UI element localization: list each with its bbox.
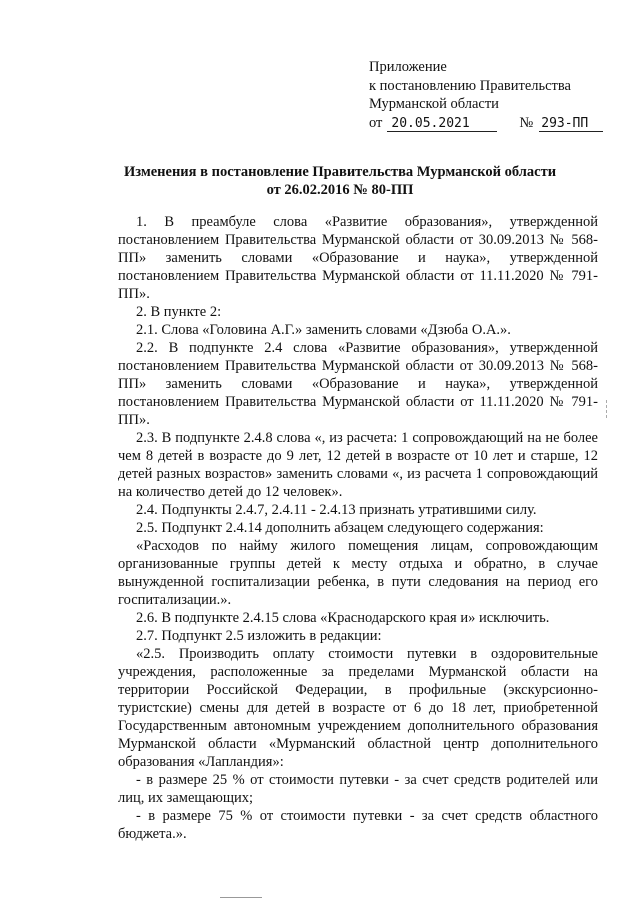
document-title [60,163,620,199]
paragraph: 2. В пункте 2: [136,304,222,320]
paragraph: 2.5. Подпункт 2.4.14 дополнить абзацем следующего содержания: [136,520,544,536]
number-sign: № [519,114,534,131]
paragraph: «Расходов по найму жилого помещения лицам, сопровождающим организованные группы детей к месту отдыха и обратно, в случае вынужденной госпитализации ребенка, в пути следования на период его госпитализации.». [118,538,598,608]
paragraph: 2.3. В подпункте 2.4.8 слова «, из расчета: 1 сопровождающий на не более чем 8 детей в возрасте до 9 лет, 12 детей в возрасте от 10 лет и старше, 12 детей разных возрастов» заменить словами «, из расчета 1 сопровождающий на количество детей до 12 человек». [118,430,598,500]
appendix-date-line [369,114,629,133]
title-line-2: от 26.02.2016 № 80-ПП [266,182,414,198]
paragraph: - в размере 75 % от стоимости путевки - за счет средств областного бюджета.». [118,808,598,842]
footer-rule [220,897,262,898]
resolution-number: 293-ПП [539,117,603,132]
paragraph: 2.7. Подпункт 2.5 изложить в редакции: [136,628,382,644]
paragraph: 2.1. Слова «Головина А.Г.» заменить словами «Дзюба О.А.». [136,322,511,338]
paragraph: 2.6. В подпункте 2.4.15 слова «Краснодарского края и» исключить. [136,610,550,626]
document-body [118,213,598,843]
from-label: от [369,114,383,131]
paragraph: 2.4. Подпункты 2.4.7, 2.4.11 - 2.4.13 признать утратившими силу. [136,502,537,518]
resolution-date: 20.05.2021 [387,117,497,132]
appendix-line-resolution: к постановлению Правительства [369,77,571,94]
paragraph: 1. В преамбуле слова «Развитие образования», утвержденной постановлением Правительства Мурманской области от 30.09.2013 № 568-ПП» заменить словами «Образование и наука», утвержденной постановлением Правительства Мурманской области от 11.11.2020 № 791-ПП». [118,214,598,302]
title-line-1: Изменения в постановление Правительства Мурманской области [123,164,557,180]
appendix-block [369,58,629,132]
paragraph: 2.2. В подпункте 2.4 слова «Развитие образования», утвержденной постановлением Правительства Мурманской области от 30.09.2013 № 568-ПП» заменить словами «Образование и наука», утвержденной постановлением Правительства Мурманской области от 11.11.2020 № 791-ПП». [118,340,598,428]
appendix-line-region: Мурманской области [369,96,499,112]
appendix-heading: Приложение [369,59,447,75]
paragraph: «2.5. Производить оплату стоимости путевки в оздоровительные учреждения, расположенные за пределами Мурманской области на территории Российской Федерации, в профильные (экскурсионно-туристские) смены для детей в возрасте от 6 до 18 лет, приобретенной Государственным автономным учреждением дополнительного образования Мурманской области «Мурманский областной центр дополнительного образования «Лапландия»: [118,646,598,770]
paragraph: - в размере 25 % от стоимости путевки - за счет средств родителей или лиц, их замещающих; [118,772,598,806]
scan-margin-mark [606,400,608,418]
